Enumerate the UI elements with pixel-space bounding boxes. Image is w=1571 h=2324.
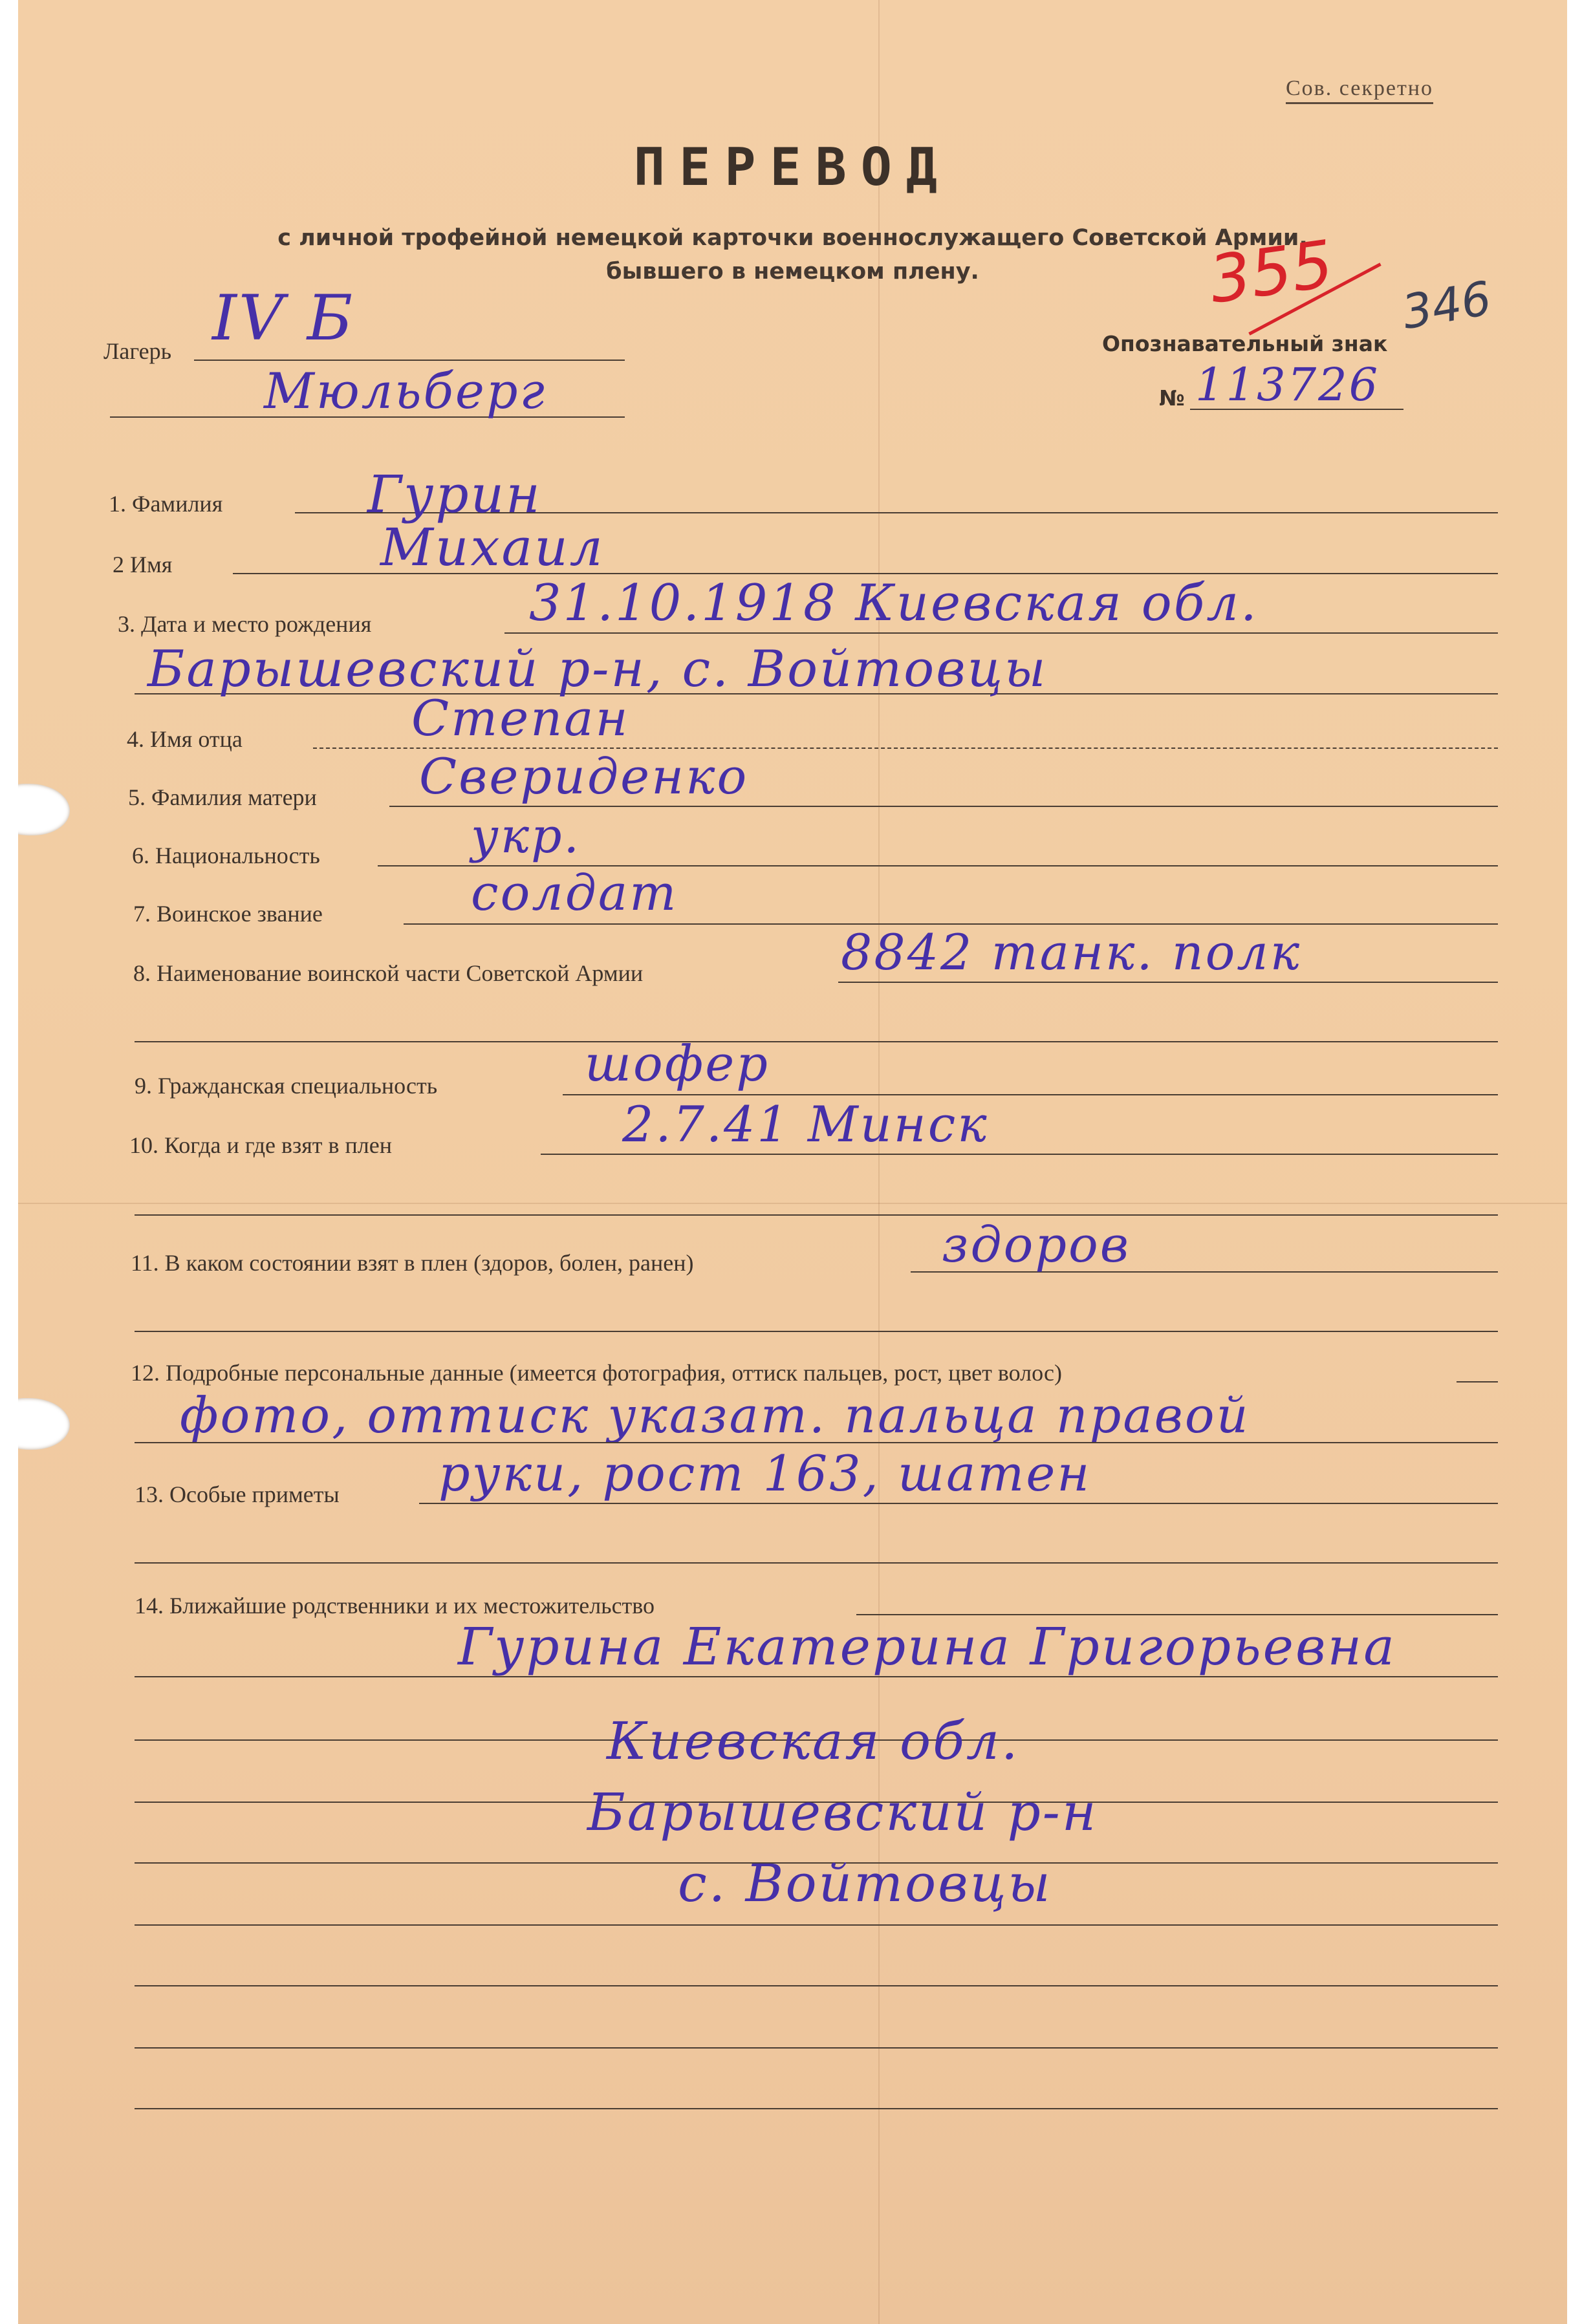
subtitle-line-2: бывшего в немецком плену. bbox=[606, 259, 979, 285]
field-7-value: солдат bbox=[471, 864, 678, 921]
red-archive-number: 355 bbox=[1204, 226, 1338, 318]
pencil-archive-number: 346 bbox=[1398, 270, 1495, 340]
field-8-line bbox=[838, 982, 1498, 983]
field-4-value: Степан bbox=[411, 689, 630, 747]
field-11-line-2 bbox=[135, 1331, 1498, 1332]
field-3-value: 31.10.1918 Киевская обл. bbox=[529, 574, 1259, 632]
field-10-value: 2.7.41 Минск bbox=[622, 1095, 989, 1153]
field-11-label: 11. В каком состоянии взят в плен (здоров, болен, ранен) bbox=[131, 1250, 694, 1276]
field-14-label: 14. Ближайшие родственники и их местожительство bbox=[135, 1593, 655, 1619]
field-8-line-2 bbox=[135, 1041, 1498, 1042]
field-14-line-7 bbox=[135, 1985, 1498, 1986]
field-2-value: Михаил bbox=[380, 517, 605, 577]
field-12-value: фото, оттиск указат. пальца правой bbox=[180, 1386, 1250, 1444]
camp-value: IV Б bbox=[212, 282, 355, 354]
field-1-value: Гурин bbox=[367, 464, 542, 524]
field-1-label: 1. Фамилия bbox=[109, 491, 223, 517]
field-3-value-2: Барышевский р-н, с. Войтовцы bbox=[147, 640, 1048, 698]
field-9-value: шофер bbox=[585, 1035, 770, 1092]
field-14-value-2: Киевская обл. bbox=[607, 1711, 1020, 1771]
field-10-line bbox=[541, 1154, 1498, 1155]
field-13-line-2 bbox=[135, 1562, 1498, 1564]
document-sheet bbox=[18, 0, 1567, 2324]
field-3-line bbox=[504, 632, 1498, 634]
field-5-label: 5. Фамилия матери bbox=[128, 784, 317, 810]
field-8-value: 8842 танк. полк bbox=[841, 923, 1302, 981]
field-10-label: 10. Когда и где взят в плен bbox=[129, 1132, 393, 1158]
camp-label: Лагерь bbox=[103, 338, 172, 364]
fold-crease-vertical bbox=[878, 0, 880, 2324]
tag-number-sign: № bbox=[1159, 385, 1185, 411]
punch-hole-top bbox=[18, 784, 70, 835]
field-12-label: 12. Подробные персональные данные (имеется фотография, оттиск пальцев, рост, цвет волос) bbox=[131, 1360, 1062, 1386]
classification-stamp: Сов. секретно bbox=[1286, 76, 1433, 104]
document-title: ПЕРЕВОД bbox=[633, 137, 952, 197]
field-3-label: 3. Дата и место рождения bbox=[118, 611, 372, 637]
field-7-label: 7. Воинское звание bbox=[133, 901, 323, 927]
field-13-value: руки, рост 163, шатен bbox=[439, 1445, 1092, 1502]
camp-line bbox=[194, 360, 625, 361]
tag-label: Опознавательный знак bbox=[1102, 331, 1388, 356]
field-10-line-2 bbox=[135, 1214, 1498, 1216]
camp-value-2: Мюльберг bbox=[264, 362, 547, 420]
field-9-label: 9. Гражданская специальность bbox=[135, 1073, 438, 1099]
field-2-label: 2 Имя bbox=[113, 552, 173, 577]
field-4-label: 4. Имя отца bbox=[127, 726, 243, 752]
tag-value: 113726 bbox=[1195, 358, 1380, 411]
punch-hole-bottom bbox=[18, 1398, 70, 1450]
field-5-value: Свериденко bbox=[419, 748, 749, 805]
field-6-label: 6. Национальность bbox=[132, 843, 320, 868]
field-14-line-9 bbox=[135, 2108, 1498, 2109]
field-14-line-6 bbox=[135, 1924, 1498, 1926]
field-11-value: здоров bbox=[942, 1216, 1131, 1273]
subtitle-line-1: с личной трофейной немецкой карточки военнослужащего Советской Армии, bbox=[277, 225, 1308, 251]
field-6-value: укр. bbox=[471, 808, 581, 864]
field-8-label: 8. Наименование воинской части Советской Армии bbox=[133, 960, 644, 986]
fold-crease-horizontal bbox=[18, 1203, 1567, 1204]
field-13-line bbox=[419, 1503, 1498, 1504]
field-12-line-2 bbox=[135, 1442, 1498, 1443]
field-13-label: 13. Особые приметы bbox=[135, 1481, 340, 1507]
field-14-line bbox=[856, 1614, 1498, 1615]
field-14-value-4: с. Войтовцы bbox=[678, 1853, 1052, 1913]
field-14-value-3: Барышевский р-н bbox=[587, 1782, 1098, 1842]
field-12-line bbox=[1457, 1381, 1498, 1383]
document-subtitle bbox=[18, 221, 1567, 288]
field-14-value: Гурина Екатерина Григорьевна bbox=[458, 1617, 1396, 1677]
field-14-line-8 bbox=[135, 2047, 1498, 2049]
field-5-line bbox=[389, 806, 1498, 807]
